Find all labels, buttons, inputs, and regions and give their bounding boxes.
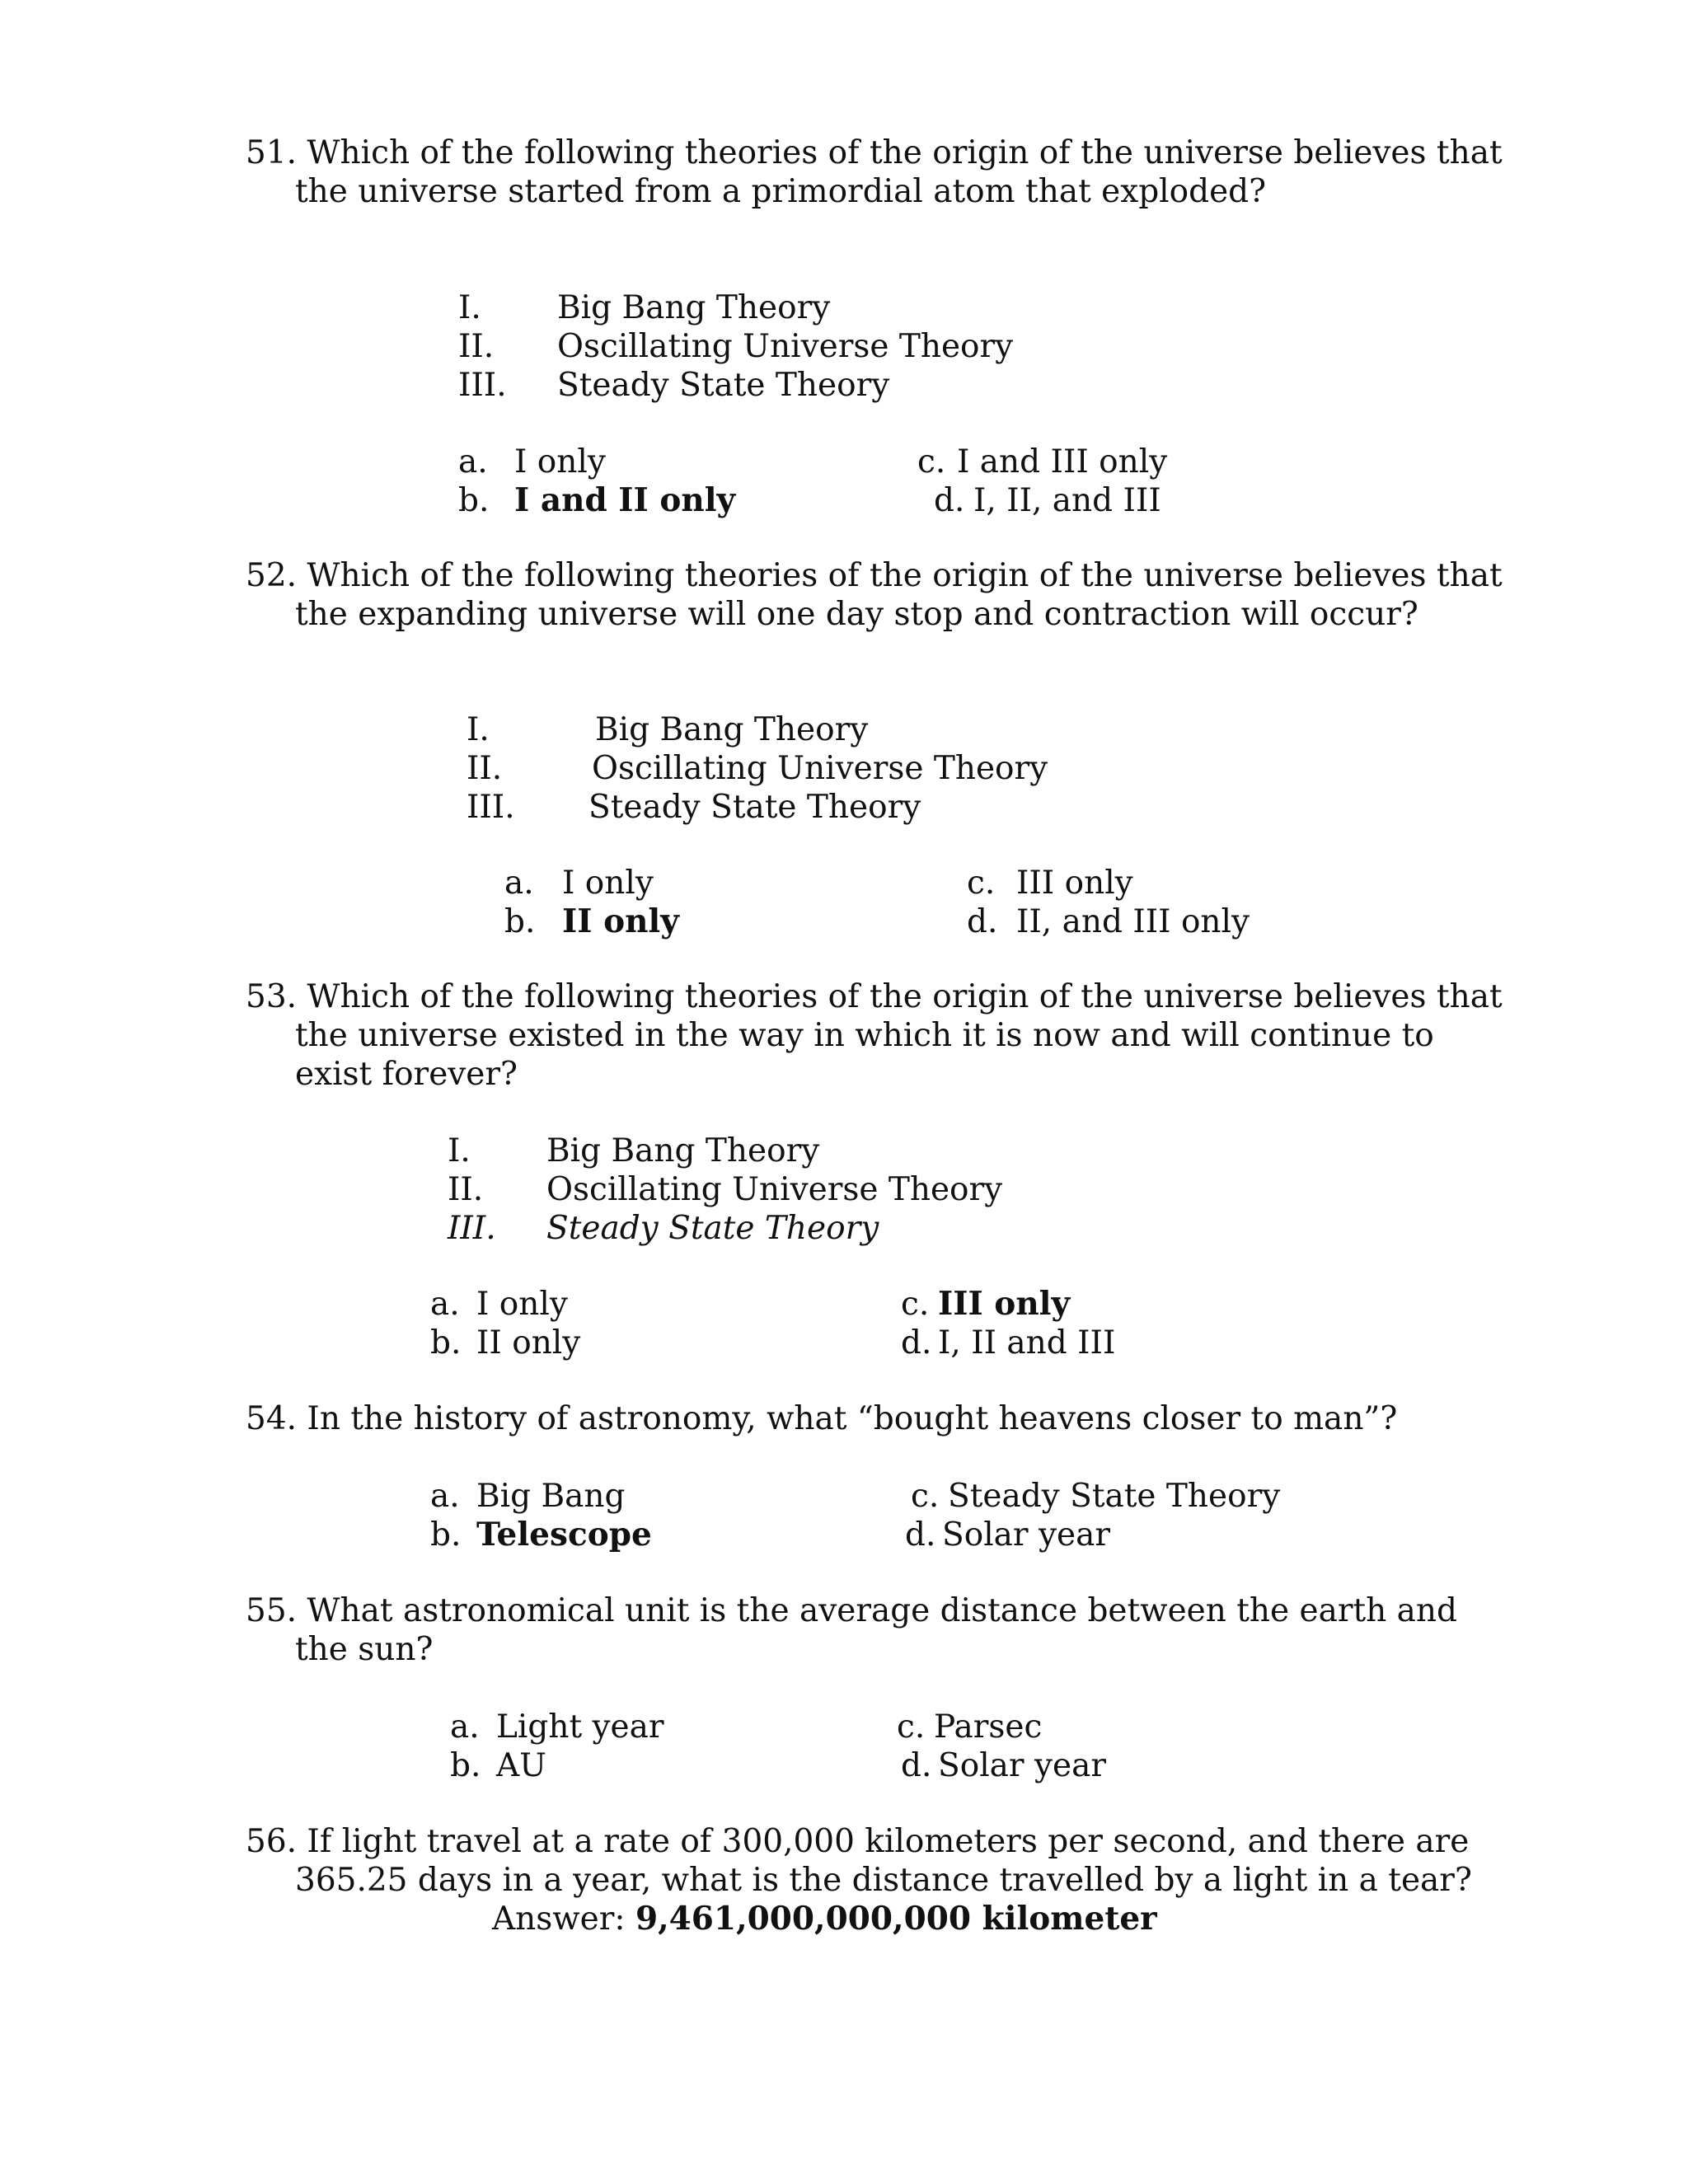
- question-56-answer: [492, 1900, 1157, 1938]
- option-letter: a.: [450, 1708, 480, 1746]
- option-letter: c.: [911, 1478, 940, 1515]
- roman-text: Steady State Theory: [546, 1210, 879, 1247]
- question-51: [246, 134, 1503, 211]
- question-54-option-b: [430, 1516, 652, 1554]
- option-letter: b.: [450, 1747, 481, 1784]
- roman-numeral: I.: [458, 289, 481, 326]
- option-text: II only: [476, 1324, 581, 1361]
- roman-text: Big Bang Theory: [546, 1132, 820, 1169]
- question-54-option-a: [430, 1477, 626, 1516]
- roman-text: Steady State Theory: [588, 789, 921, 826]
- question-55-option-b: [450, 1746, 546, 1785]
- question-52-option-d: [967, 902, 1250, 941]
- option-text: I only: [562, 865, 654, 902]
- option-letter: d.: [901, 1324, 932, 1361]
- roman-numeral: I.: [467, 711, 490, 748]
- roman-text: Big Bang Theory: [557, 289, 831, 326]
- question-53-line-1: 53. Which of the following theories of the origin of the universe believes that: [246, 978, 1503, 1015]
- question-51-option-b: [458, 481, 735, 520]
- option-text: I, II and III: [938, 1324, 1116, 1361]
- option-text-correct: Telescope: [476, 1516, 652, 1554]
- roman-text: Oscillating Universe Theory: [546, 1171, 1003, 1208]
- question-52-line-2: the expanding universe will one day stop and contraction will occur?: [295, 596, 1418, 633]
- option-letter: b.: [430, 1516, 462, 1554]
- option-text: Light year: [496, 1708, 664, 1746]
- option-letter: d.: [967, 903, 998, 940]
- question-55-line-2: the sun?: [295, 1631, 434, 1668]
- option-text-correct: II only: [562, 902, 679, 940]
- question-54: [246, 1399, 1482, 1438]
- option-letter: a.: [430, 1286, 460, 1323]
- question-55: [246, 1591, 1482, 1669]
- question-53-option-d: [901, 1324, 1115, 1362]
- answer-label: Answer:: [492, 1900, 626, 1938]
- question-51-option-d: [934, 481, 1161, 520]
- roman-text: Big Bang Theory: [595, 711, 869, 748]
- question-53-option-c: [901, 1285, 1070, 1324]
- question-53-option-b: [430, 1324, 580, 1362]
- question-56-line-1: 56. If light travel at a rate of 300,000 kilometers per second, and there are: [246, 1823, 1470, 1860]
- question-54-line-1: 54. In the history of astronomy, what “bought heavens closer to man”?: [246, 1400, 1398, 1437]
- roman-text: Oscillating Universe Theory: [592, 750, 1048, 787]
- question-55-option-a: [450, 1708, 664, 1746]
- question-51-line-2: the universe started from a primordial atom that exploded?: [295, 173, 1267, 210]
- option-text: Steady State Theory: [948, 1478, 1281, 1515]
- option-text: Parsec: [934, 1708, 1043, 1746]
- option-text: AU: [496, 1747, 547, 1784]
- question-53-line-2: the universe existed in the way in which it is now and will continue to: [295, 1017, 1434, 1054]
- question-54-option-c: [911, 1477, 1280, 1516]
- option-letter: c.: [897, 1708, 926, 1746]
- question-53-line-3: exist forever?: [295, 1056, 518, 1093]
- option-text-correct: I and II only: [514, 481, 736, 519]
- question-51-option-a: [458, 443, 606, 481]
- question-53-option-a: [430, 1285, 568, 1324]
- option-letter: b.: [430, 1324, 462, 1361]
- question-52-option-c: [967, 864, 1133, 902]
- question-52: [246, 556, 1503, 634]
- question-52-option-b: [504, 902, 679, 941]
- option-text: II, and III only: [1016, 903, 1250, 940]
- option-text: Solar year: [938, 1747, 1106, 1784]
- roman-numeral: II.: [448, 1171, 484, 1208]
- option-text-correct: III only: [938, 1285, 1071, 1323]
- option-letter: b.: [504, 903, 536, 940]
- option-letter: c.: [917, 443, 946, 480]
- question-55-option-c: [897, 1708, 1042, 1746]
- roman-text: Oscillating Universe Theory: [557, 328, 1014, 365]
- option-letter: a.: [504, 865, 534, 902]
- question-51-line-1: 51. Which of the following theories of the origin of the universe believes that: [246, 134, 1503, 171]
- roman-numeral: I.: [448, 1132, 471, 1169]
- answer-value: 9,461,000,000,000 kilometer: [635, 1900, 1157, 1938]
- question-54-option-d: [905, 1516, 1110, 1554]
- question-55-line-1: 55. What astronomical unit is the average distance between the earth and: [246, 1592, 1458, 1629]
- roman-text: Steady State Theory: [557, 367, 890, 404]
- option-text: I, II, and III: [973, 482, 1161, 519]
- option-text: I and III only: [957, 443, 1168, 480]
- option-letter: c.: [967, 865, 996, 902]
- question-51-option-c: [917, 443, 1167, 481]
- option-letter: b.: [458, 482, 490, 519]
- option-text: I only: [476, 1286, 568, 1323]
- question-52-option-a: [504, 864, 654, 902]
- roman-numeral: II.: [458, 328, 495, 365]
- option-letter: c.: [901, 1286, 930, 1323]
- option-text: Solar year: [942, 1516, 1110, 1554]
- roman-numeral: III.: [467, 789, 515, 826]
- question-56: [246, 1822, 1482, 1900]
- question-56-line-2: 365.25 days in a year, what is the distance travelled by a light in a tear?: [295, 1862, 1472, 1899]
- question-52-line-1: 52. Which of the following theories of the origin of the universe believes that: [246, 557, 1503, 594]
- roman-numeral: II.: [467, 750, 503, 787]
- option-letter: a.: [458, 443, 488, 480]
- question-55-option-d: [901, 1746, 1106, 1785]
- option-text: III only: [1016, 865, 1133, 902]
- option-letter: d.: [905, 1516, 936, 1554]
- option-text: Big Bang: [476, 1478, 626, 1515]
- option-letter: d.: [901, 1747, 932, 1784]
- roman-numeral: III.: [448, 1210, 496, 1247]
- question-53: [246, 977, 1503, 1094]
- roman-numeral: III.: [458, 367, 507, 404]
- option-text: I only: [514, 443, 606, 480]
- option-letter: a.: [430, 1478, 460, 1515]
- option-letter: d.: [934, 482, 965, 519]
